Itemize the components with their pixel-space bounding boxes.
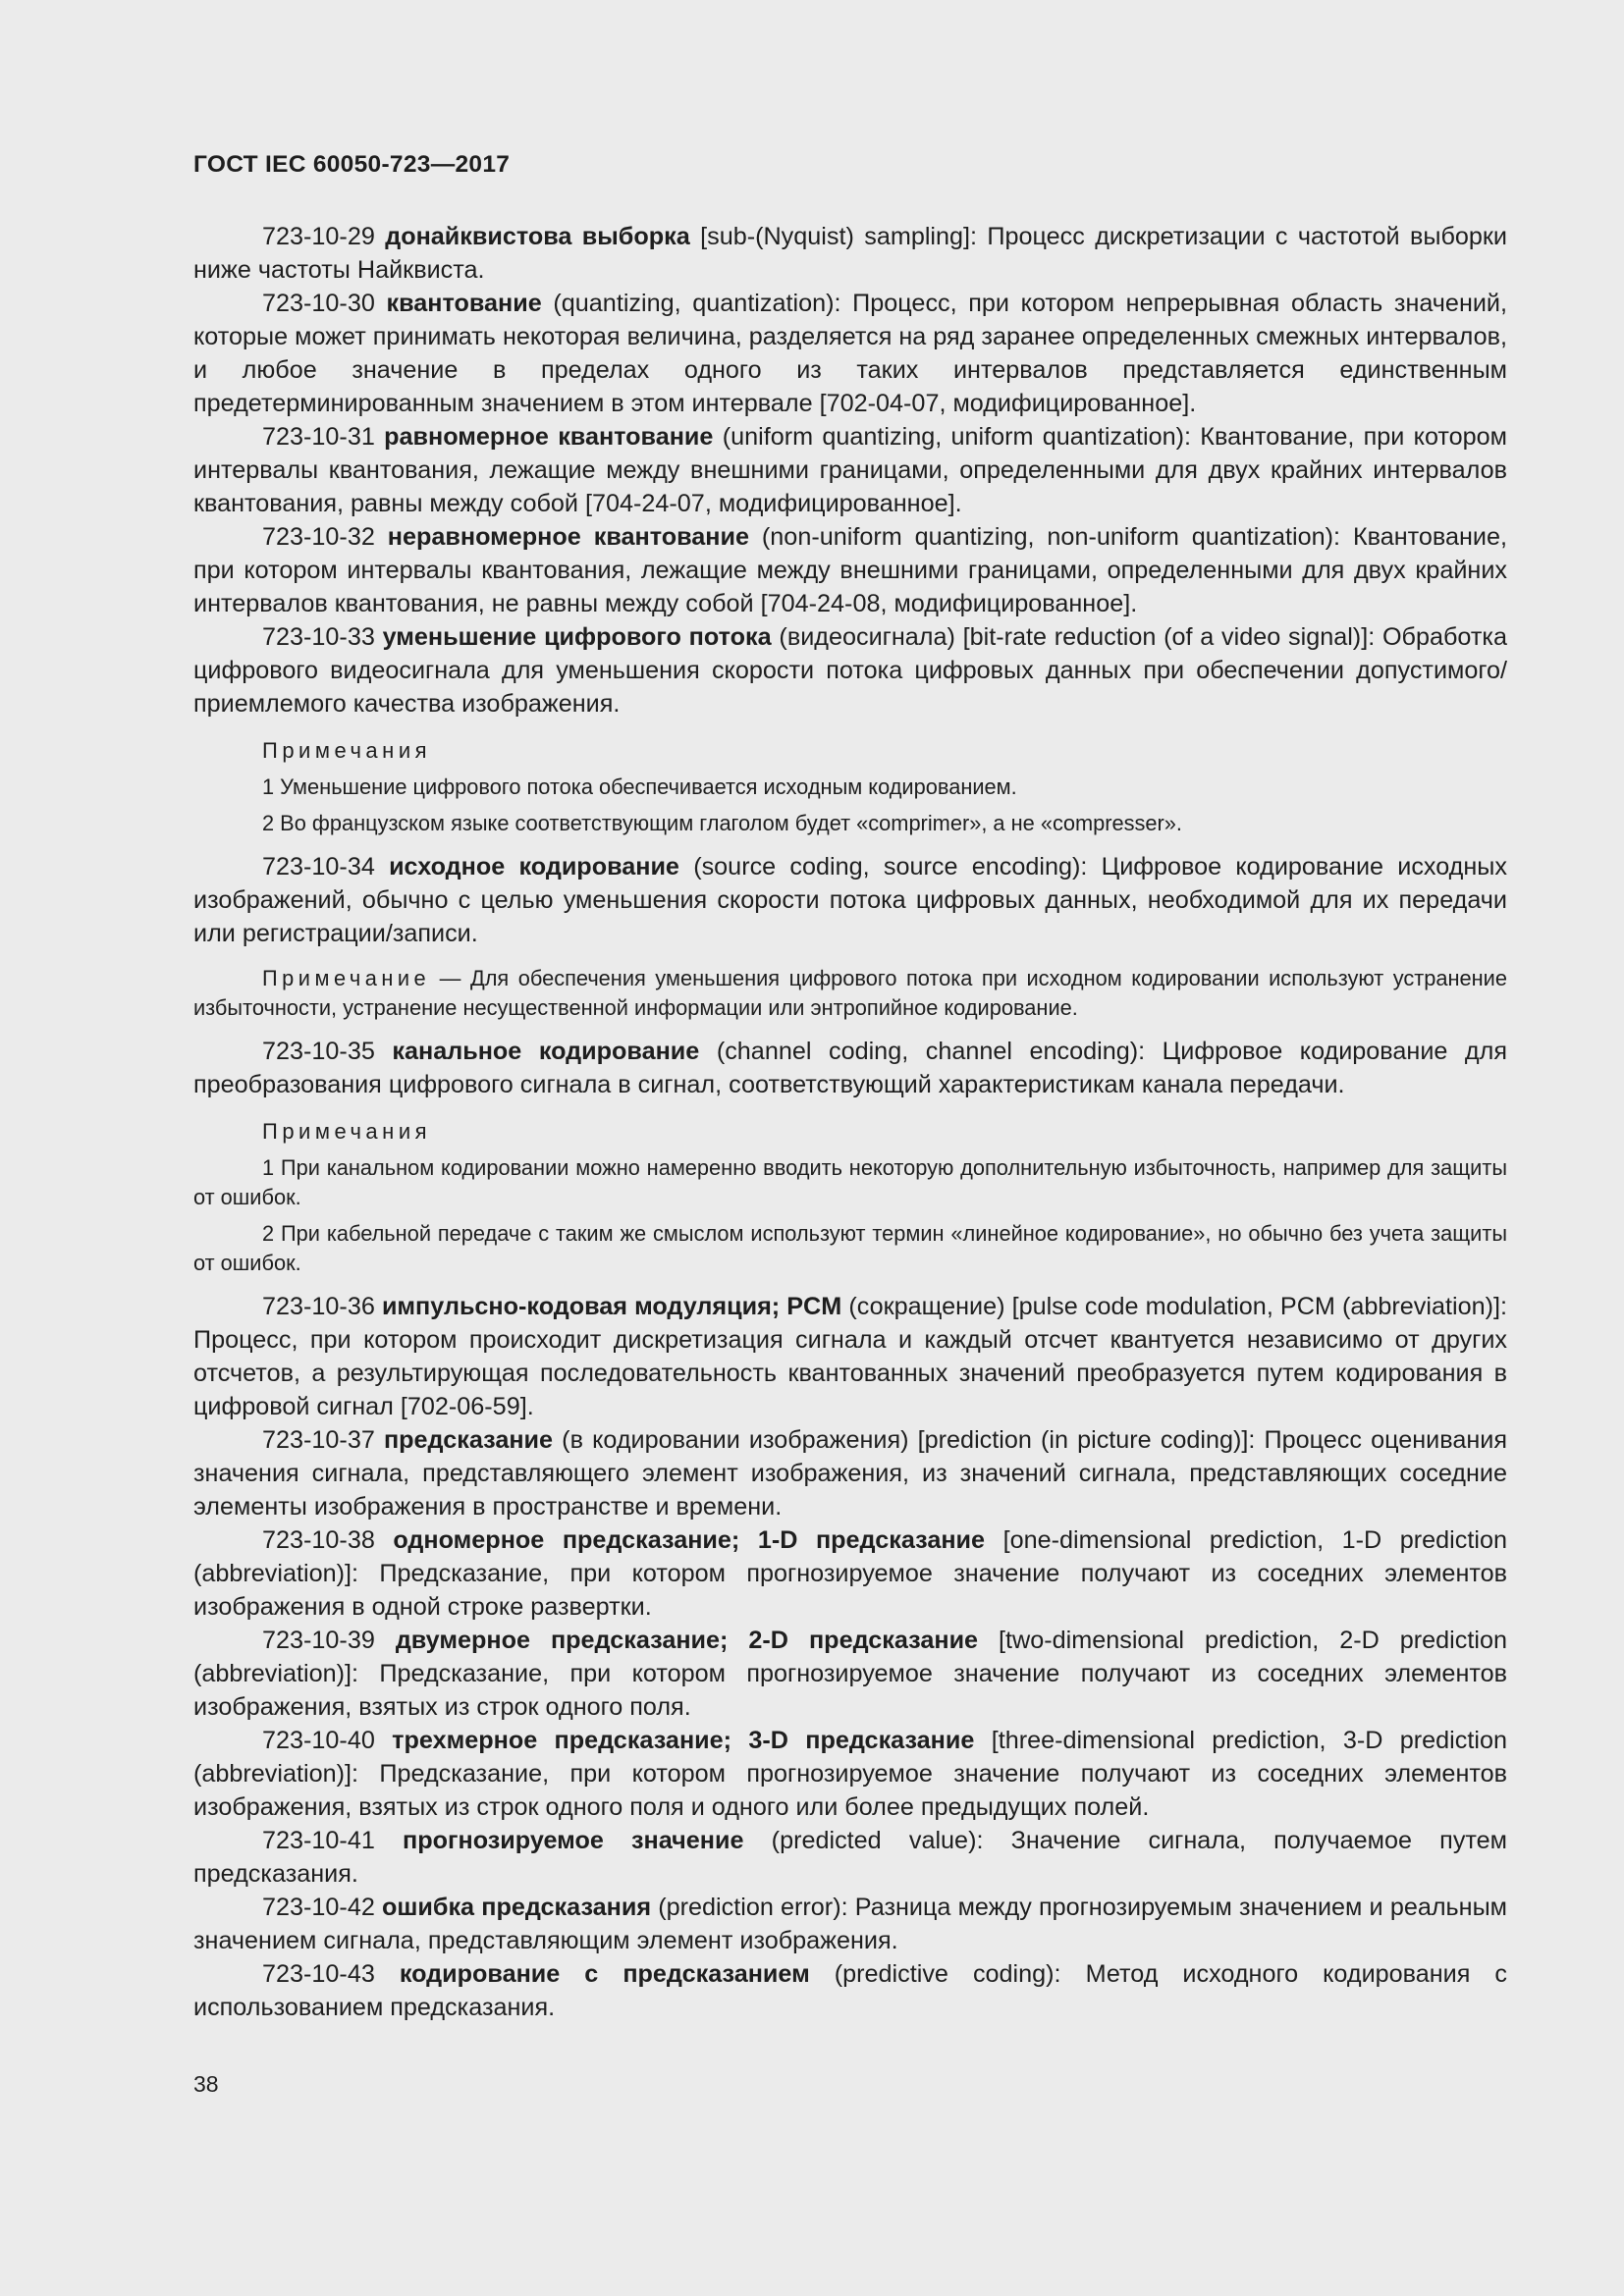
term-entry-723-10-37 bbox=[193, 1423, 1507, 1523]
term-name: неравномерное квантование bbox=[387, 523, 749, 551]
term-number: 723-10-34 bbox=[262, 853, 390, 881]
term-name: равномерное квантование bbox=[384, 423, 714, 451]
term-number: 723-10-42 bbox=[262, 1894, 383, 1921]
note-item: 2 Во французском языке соответствующим глаголом будет «comprimer», а не «compresser». bbox=[262, 811, 1182, 835]
note-single bbox=[193, 964, 1507, 1023]
term-entry-723-10-43 bbox=[193, 1957, 1507, 2024]
term-name: прогнозируемое значение bbox=[403, 1827, 744, 1854]
term-definition: [sub-(Nyquist) sampling]: Процесс дискретизации с частотой выборки ниже частоты Найквиста. bbox=[193, 223, 1507, 284]
term-definition: (prediction error): Разница между прогнозируемым значением и реальным значением сигнала, представляющим элемент изображения. bbox=[193, 1894, 1507, 1954]
term-definition: (predictive coding): Метод исходного кодирования с использованием предсказания. bbox=[193, 1960, 1507, 2021]
page-number: 38 bbox=[193, 2071, 219, 2097]
term-number: 723-10-32 bbox=[262, 523, 388, 551]
term-name: импульсно-кодовая модуляция; PCM bbox=[381, 1293, 842, 1320]
term-name: квантование bbox=[386, 290, 542, 317]
term-entry-723-10-39 bbox=[193, 1624, 1507, 1724]
term-entry-723-10-35 bbox=[193, 1035, 1507, 1101]
term-number: 723-10-37 bbox=[262, 1426, 384, 1454]
term-definition: (видеосигнала) [bit-rate reduction (of a video signal)]: Обработка цифрового видеосигнала для уменьшения скорости потока цифровых данных при обеспечении допустимого/приемлемого качества изображения. bbox=[193, 623, 1507, 718]
term-definition: (в кодировании изображения) [prediction (in picture coding)]: Процесс оценивания значения сигнала, представляющего элемент изображения, из значений сигнала, представляющих соседние элементы изображения в пространстве и времени. bbox=[193, 1426, 1507, 1521]
term-number: 723-10-38 bbox=[262, 1526, 394, 1554]
term-definition: (source coding, source encoding): Цифровое кодирование исходных изображений, обычно с целью уменьшения скорости потока цифровых данных, необходимой для их передачи или регистрации/записи. bbox=[193, 853, 1507, 947]
term-entry-723-10-32 bbox=[193, 520, 1507, 620]
term-name: двумерное предсказание; 2-D предсказание bbox=[395, 1627, 979, 1654]
term-name: донайквистова выборка bbox=[385, 223, 690, 250]
term-name: кодирование с предсказанием bbox=[399, 1960, 810, 1988]
document-header: ГОСТ IEC 60050-723—2017 bbox=[193, 151, 511, 178]
term-name: одномерное предсказание; 1-D предсказание bbox=[393, 1526, 986, 1554]
term-definition: (uniform quantizing, uniform quantization): Квантование, при котором интервалы квантования, лежащие между внешними границами, определенными для двух крайних интервалов квантования, равны между собой [704-24-07, модифицированное]. bbox=[193, 423, 1507, 517]
term-entry-723-10-30 bbox=[193, 287, 1507, 420]
term-number: 723-10-33 bbox=[262, 623, 383, 651]
term-name: ошибка предсказания bbox=[382, 1894, 652, 1921]
notes-title: Примечания bbox=[262, 738, 432, 763]
note-item: 1 При канальном кодировании можно намеренно вводить некоторую дополнительную избыточность, например для защиты от ошибок. bbox=[193, 1155, 1507, 1209]
term-number: 723-10-36 bbox=[262, 1293, 382, 1320]
note-label: Примечание bbox=[262, 966, 431, 990]
note-text: — Для обеспечения уменьшения цифрового потока при исходном кодировании используют устранение избыточности, устранение несущественной информации или энтропийное кодирование. bbox=[193, 966, 1507, 1020]
term-name: уменьшение цифрового потока bbox=[382, 623, 772, 651]
term-definition: (сокращение) [pulse code modulation, PCM (abbreviation)]: Процесс, при котором происходит дискретизация сигнала и каждый отсчет квантуется независимо от других отсчетов, а результирующая последовательность квантованных значений преобразуется путем кодирования в цифровой сигнал [702-06-59]. bbox=[193, 1293, 1507, 1420]
note-item: 1 Уменьшение цифрового потока обеспечивается исходным кодированием. bbox=[262, 774, 1017, 799]
note-item: 2 При кабельной передаче с таким же смыслом используют термин «линейное кодирование», но обычно без учета защиты от ошибок. bbox=[193, 1221, 1507, 1275]
term-definition: (non-uniform quantizing, non-uniform quantization): Квантование, при котором интервалы квантования, лежащие между внешними границами, определенными для двух крайних интервалов квантования, не равны между собой [704-24-08, модифицированное]. bbox=[193, 523, 1507, 617]
term-entry-723-10-29 bbox=[193, 220, 1507, 287]
term-entry-723-10-36 bbox=[193, 1290, 1507, 1423]
term-number: 723-10-35 bbox=[262, 1038, 393, 1065]
term-number: 723-10-39 bbox=[262, 1627, 396, 1654]
term-entry-723-10-40 bbox=[193, 1724, 1507, 1824]
term-name: канальное кодирование bbox=[392, 1038, 700, 1065]
term-entry-723-10-34 bbox=[193, 850, 1507, 950]
term-number: 723-10-40 bbox=[262, 1727, 393, 1754]
term-entry-723-10-33 bbox=[193, 620, 1507, 721]
term-number: 723-10-41 bbox=[262, 1827, 404, 1854]
notes-title: Примечания bbox=[262, 1119, 432, 1144]
term-definition: (channel coding, channel encoding): Цифровое кодирование для преобразования цифрового сигнала в сигнал, соответствующий характеристикам канала передачи. bbox=[193, 1038, 1507, 1098]
term-definition: [two-dimensional prediction, 2-D prediction (abbreviation)]: Предсказание, при котором прогнозируемое значение получают из соседних элементов изображения, взятых из строк одного поля. bbox=[193, 1627, 1507, 1721]
term-entry-723-10-38 bbox=[193, 1523, 1507, 1624]
term-entry-723-10-41 bbox=[193, 1824, 1507, 1891]
term-name: исходное кодирование bbox=[389, 853, 679, 881]
term-definition: [three-dimensional prediction, 3-D prediction (abbreviation)]: Предсказание, при котором прогнозируемое значение получают из соседних элементов изображения, взятых из строк одного поля и одного или более предыдущих полей. bbox=[193, 1727, 1507, 1821]
term-number: 723-10-29 bbox=[262, 223, 386, 250]
term-name: трехмерное предсказание; 3-D предсказание bbox=[392, 1727, 975, 1754]
term-entry-723-10-31 bbox=[193, 420, 1507, 520]
term-number: 723-10-31 bbox=[262, 423, 385, 451]
document-page bbox=[193, 147, 1507, 2024]
term-number: 723-10-43 bbox=[262, 1960, 400, 1988]
term-number: 723-10-30 bbox=[262, 290, 387, 317]
term-definition: (quantizing, quantization): Процесс, при котором непрерывная область значений, которые может принимать некоторая величина, разделяется на ряд заранее определенных смежных интервалов, и любое значение в пределах одного из таких интервалов представляется единственным предетерминированным значением в этом интервале [702-04-07, модифицированное]. bbox=[193, 290, 1507, 417]
term-definition: (predicted value): Значение сигнала, получаемое путем предсказания. bbox=[193, 1827, 1507, 1888]
term-definition: [one-dimensional prediction, 1-D prediction (abbreviation)]: Предсказание, при котором прогнозируемое значение получают из соседних элементов изображения в одной строке развертки. bbox=[193, 1526, 1507, 1621]
term-entry-723-10-42 bbox=[193, 1891, 1507, 1957]
term-name: предсказание bbox=[383, 1426, 554, 1454]
